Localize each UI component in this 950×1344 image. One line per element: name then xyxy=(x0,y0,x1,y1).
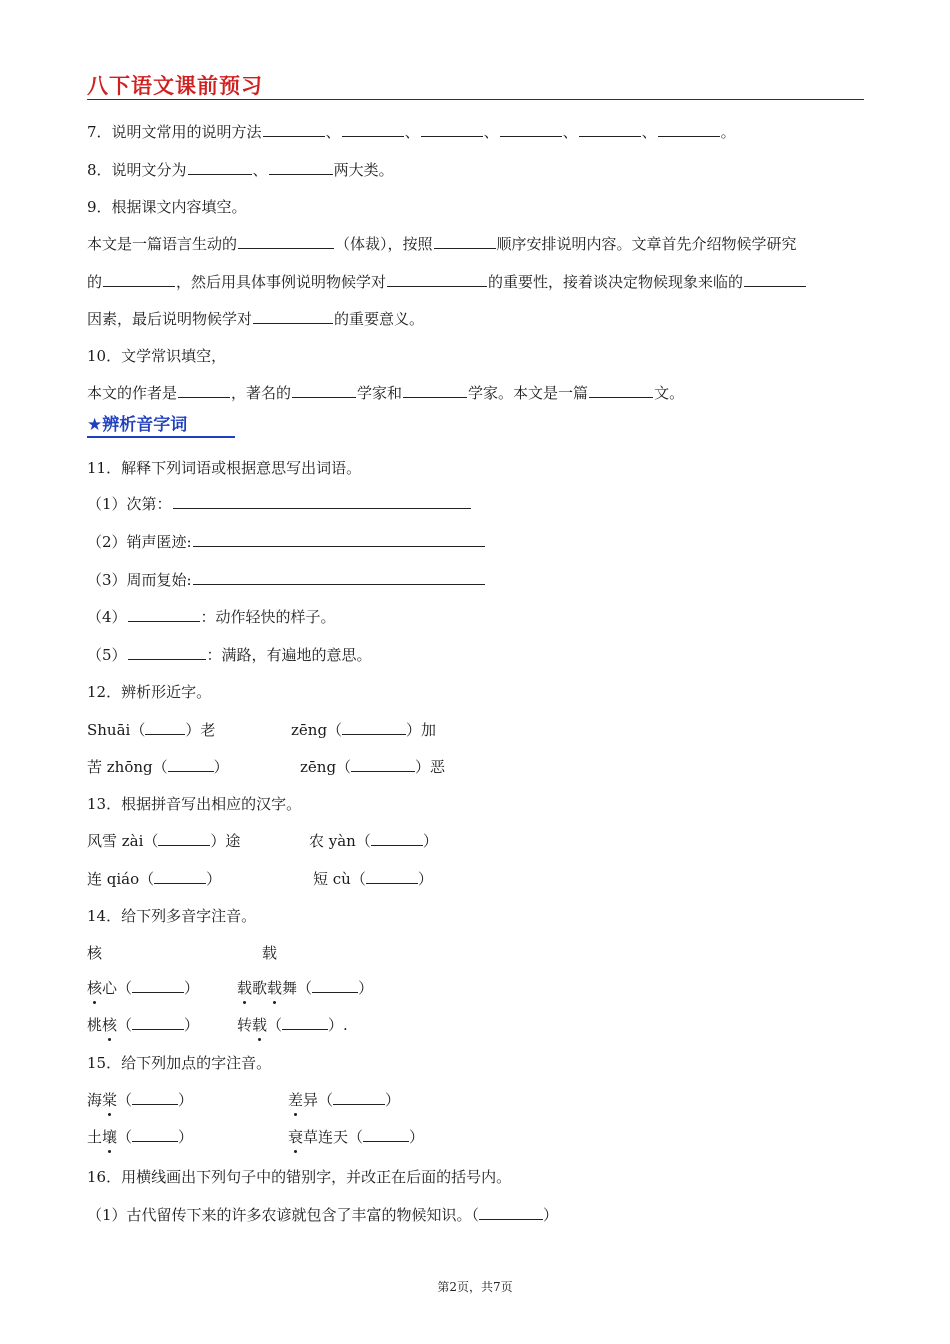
text: ） xyxy=(358,979,374,997)
text: 转 xyxy=(237,1016,253,1034)
text: ，然后用具体事例说明物候学对 xyxy=(176,273,387,291)
text: 文。 xyxy=(654,384,685,402)
question-10: 10．文学常识填空， xyxy=(87,347,227,365)
answer-blank[interactable] xyxy=(253,309,333,324)
answer-blank[interactable] xyxy=(145,720,185,735)
text: 本文是一篇语言生动的 xyxy=(87,235,238,253)
question-14-head-2: 载 xyxy=(262,944,278,962)
text: 农 yàn（ xyxy=(309,832,371,850)
answer-blank[interactable] xyxy=(178,383,230,398)
question-9-line-3 xyxy=(87,309,424,329)
header-rule xyxy=(87,99,864,100)
text: ） xyxy=(206,870,222,888)
separator: 、 xyxy=(325,123,341,141)
question-11-item-3 xyxy=(87,570,486,590)
item-label: （4） xyxy=(87,608,127,626)
answer-blank[interactable] xyxy=(589,383,653,398)
question-14-row-1 xyxy=(87,978,199,998)
question-12-row-2 xyxy=(87,757,229,777)
question-15: 15．给下列加点的字注音。 xyxy=(87,1054,272,1072)
emphasis-char: 载 xyxy=(252,1016,268,1034)
answer-blank[interactable] xyxy=(128,607,200,622)
answer-blank[interactable] xyxy=(479,1205,543,1220)
text: 苦 zhōng（ xyxy=(87,758,168,776)
answer-blank[interactable] xyxy=(371,831,423,846)
answer-blank[interactable] xyxy=(132,978,184,993)
answer-blank[interactable] xyxy=(342,122,404,137)
question-13-row-2b xyxy=(313,869,433,889)
text: ） xyxy=(543,1206,559,1224)
answer-blank[interactable] xyxy=(154,869,206,884)
question-13-row-1 xyxy=(87,831,240,851)
header-title: 八下语文课前预习 xyxy=(87,74,263,98)
text: 的重要性，接着谈决定物候现象来临的 xyxy=(488,273,744,291)
text: 短 cù（ xyxy=(313,870,366,888)
text: （ xyxy=(117,1091,133,1109)
text: 的重要意义。 xyxy=(334,310,425,328)
item-label: （5） xyxy=(87,646,127,664)
question-12: 12．辨析形近字。 xyxy=(87,683,212,701)
answer-blank[interactable] xyxy=(744,272,806,287)
answer-blank[interactable] xyxy=(351,757,415,772)
answer-blank[interactable] xyxy=(158,831,210,846)
question-16-item-1 xyxy=(87,1205,558,1225)
text: ） xyxy=(184,1016,200,1034)
question-text: 7．说明文常用的说明方法 xyxy=(87,123,262,141)
question-11-item-1 xyxy=(87,494,472,514)
question-14-row-1b xyxy=(237,978,373,998)
question-12-row-2b xyxy=(300,757,445,777)
page-number: 第2页，共7页 xyxy=(437,1280,513,1294)
question-14-row-2b xyxy=(237,1015,348,1035)
text: 学家和 xyxy=(357,384,403,402)
question-10-line xyxy=(87,383,684,403)
answer-blank[interactable] xyxy=(342,720,406,735)
question-8 xyxy=(87,160,394,180)
answer-blank[interactable] xyxy=(658,122,720,137)
answer-blank[interactable] xyxy=(128,645,206,660)
text: ，著名的 xyxy=(231,384,292,402)
answer-blank[interactable] xyxy=(132,1015,184,1030)
text: ）恶 xyxy=(415,758,446,776)
text: （1）古代留传下来的许多农谚就包含了丰富的物候知识。（ xyxy=(87,1206,480,1224)
text: 草连天（ xyxy=(303,1128,364,1146)
text: 本文的作者是 xyxy=(87,384,178,402)
separator: 、 xyxy=(252,161,268,179)
answer-blank[interactable] xyxy=(263,122,325,137)
text: ）老 xyxy=(185,721,216,739)
text: 异（ xyxy=(303,1091,334,1109)
question-14-row-2 xyxy=(87,1015,199,1035)
emphasis-char: 载 xyxy=(267,979,283,997)
section-title: ★辨析音字词 xyxy=(87,414,235,438)
text: ） xyxy=(184,979,200,997)
item-text: ：动作轻快的样子。 xyxy=(200,608,336,626)
emphasis-char: 核 xyxy=(102,1016,118,1034)
text: zēng（ xyxy=(291,721,343,739)
item-label: （2）销声匿迹: xyxy=(87,533,192,551)
text: 海 xyxy=(87,1091,103,1109)
answer-blank[interactable] xyxy=(500,122,562,137)
text: ） xyxy=(385,1091,401,1109)
text: 风雪 zài（ xyxy=(87,832,159,850)
text: zēng（ xyxy=(300,758,352,776)
text: 桃 xyxy=(87,1016,103,1034)
separator: 、 xyxy=(404,123,420,141)
text: ）. xyxy=(328,1016,348,1034)
question-9: 9．根据课文内容填空。 xyxy=(87,198,247,216)
text: （体裁），按照 xyxy=(335,235,433,253)
question-13: 13．根据拼音写出相应的汉字。 xyxy=(87,795,302,813)
question-12-row-1b xyxy=(291,720,436,740)
text: ）加 xyxy=(406,721,437,739)
answer-blank[interactable] xyxy=(168,757,214,772)
answer-blank[interactable] xyxy=(238,234,334,249)
answer-blank[interactable] xyxy=(363,1127,409,1142)
text: （ xyxy=(117,1016,133,1034)
question-text-end: 两大类。 xyxy=(333,161,394,179)
emphasis-char: 核 xyxy=(87,979,103,997)
text: （ xyxy=(117,1128,133,1146)
period: 。 xyxy=(720,123,736,141)
separator: 、 xyxy=(641,123,657,141)
answer-blank[interactable] xyxy=(193,570,485,585)
answer-blank[interactable] xyxy=(103,272,175,287)
question-9-line-2 xyxy=(87,272,807,292)
answer-blank[interactable] xyxy=(269,160,333,175)
text: ） xyxy=(409,1128,425,1146)
text: 土 xyxy=(87,1128,103,1146)
question-11-item-2 xyxy=(87,532,486,552)
emphasis-char: 衰 xyxy=(288,1128,304,1146)
answer-blank[interactable] xyxy=(173,494,471,509)
text: ）途 xyxy=(210,832,241,850)
separator: 、 xyxy=(483,123,499,141)
item-label: （1）次第： xyxy=(87,495,172,513)
item-label: （3）周而复始: xyxy=(87,571,192,589)
answer-blank[interactable] xyxy=(282,1015,328,1030)
question-15-row-1 xyxy=(87,1090,193,1110)
text: 因素，最后说明物候学对 xyxy=(87,310,253,328)
question-15-row-2b xyxy=(288,1127,424,1147)
text: 舞（ xyxy=(282,979,313,997)
answer-blank[interactable] xyxy=(132,1090,178,1105)
question-16: 16．用横线画出下列句子中的错别字，并改正在后面的括号内。 xyxy=(87,1168,512,1186)
question-13-row-1b xyxy=(309,831,438,851)
answer-blank[interactable] xyxy=(403,383,467,398)
text: （ xyxy=(267,1016,283,1034)
item-text: ：满路，有遍地的意思。 xyxy=(206,646,372,664)
question-11: 11．解释下列词语或根据意思写出词语。 xyxy=(87,459,362,477)
answer-blank[interactable] xyxy=(434,234,496,249)
question-15-row-2 xyxy=(87,1127,193,1147)
text: 的 xyxy=(87,273,103,291)
answer-blank[interactable] xyxy=(188,160,252,175)
question-7 xyxy=(87,122,736,142)
question-text: 8．说明文分为 xyxy=(87,161,187,179)
text: Shuāi（ xyxy=(87,721,146,739)
emphasis-char: 差 xyxy=(288,1091,304,1109)
answer-blank[interactable] xyxy=(366,869,418,884)
question-13-row-2 xyxy=(87,869,221,889)
emphasis-char: 壤 xyxy=(102,1128,118,1146)
text: 连 qiáo（ xyxy=(87,870,155,888)
question-15-row-1b xyxy=(288,1090,400,1110)
answer-blank[interactable] xyxy=(312,978,358,993)
answer-blank[interactable] xyxy=(421,122,483,137)
answer-blank[interactable] xyxy=(387,272,487,287)
answer-blank[interactable] xyxy=(193,532,485,547)
text: ） xyxy=(417,870,433,888)
answer-blank[interactable] xyxy=(333,1090,385,1105)
question-12-row-1 xyxy=(87,720,215,740)
answer-blank[interactable] xyxy=(292,383,356,398)
answer-blank[interactable] xyxy=(579,122,641,137)
question-14: 14．给下列多音字注音。 xyxy=(87,907,257,925)
text: ） xyxy=(178,1091,194,1109)
text: ） xyxy=(422,832,438,850)
text: 歌 xyxy=(252,979,268,997)
text: 顺序安排说明内容。文章首先介绍物候学研究 xyxy=(496,235,797,253)
emphasis-char: 棠 xyxy=(102,1091,118,1109)
answer-blank[interactable] xyxy=(132,1127,178,1142)
question-11-item-4 xyxy=(87,607,336,627)
text: 学家。本文是一篇 xyxy=(468,384,589,402)
question-9-line-1 xyxy=(87,234,797,254)
text: ） xyxy=(213,758,229,776)
text: ） xyxy=(178,1128,194,1146)
separator: 、 xyxy=(562,123,578,141)
emphasis-char: 载 xyxy=(237,979,253,997)
question-11-item-5 xyxy=(87,645,372,665)
question-14-head-1: 核 xyxy=(87,944,103,962)
text: 心（ xyxy=(102,979,133,997)
